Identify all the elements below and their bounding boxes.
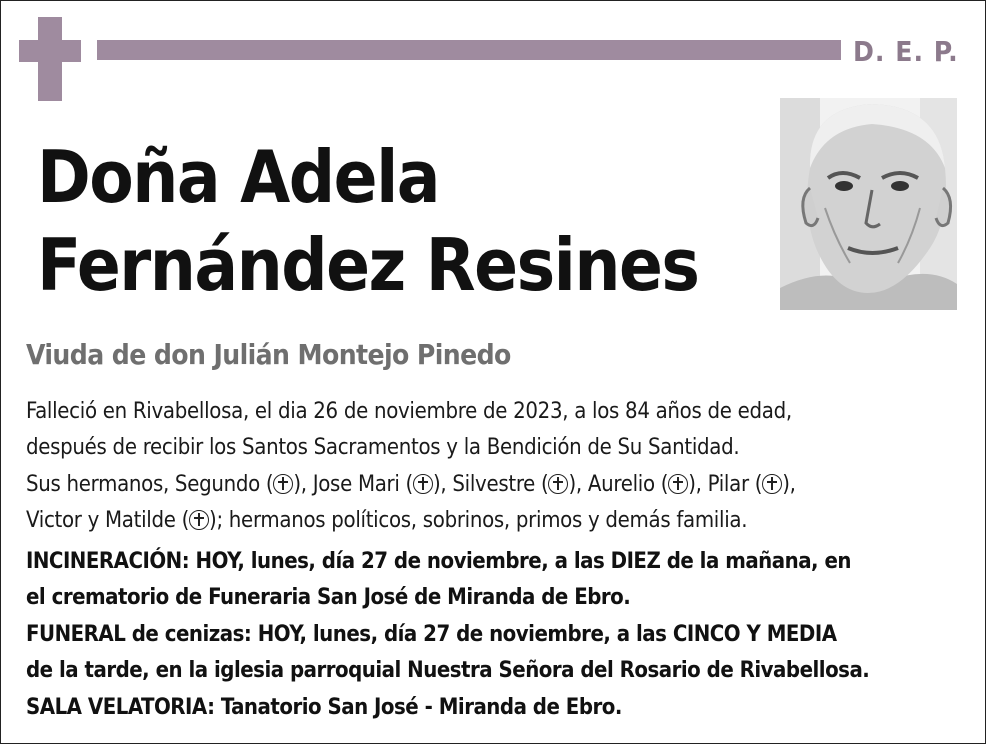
wake-room-notice (26, 690, 976, 726)
circled-cross-icon (762, 474, 782, 494)
deceased-name-line-2: Fernández Resines (37, 223, 699, 307)
death-announcement-line-2: después de recibir los Santos Sacramentos y la Bendición de Su Santidad. (26, 435, 740, 460)
circled-cross-icon (273, 474, 293, 494)
circled-cross-icon (189, 510, 209, 530)
cremation-notice-line-1: INCINERACIÓN: HOY, lunes, día 27 de noviembre, a las DIEZ de la mañana, en (26, 549, 851, 574)
funeral-notice (26, 617, 976, 689)
family-list-line-2: Victor y Matilde ( ); hermanos políticos, sobrinos, primos y demás familia. (26, 508, 748, 533)
portrait-photo (780, 98, 957, 310)
deceased-name-line-1: Doña Adela (37, 135, 439, 219)
death-announcement (26, 394, 976, 466)
header-rule (97, 40, 841, 60)
wake-room-notice-line-1: SALA VELATORIA: Tanatorio San José - Miranda de Ebro. (26, 695, 622, 720)
family-list (26, 467, 976, 539)
latin-cross-icon (19, 17, 81, 101)
circled-cross-icon (668, 474, 688, 494)
deceased-name (37, 133, 698, 309)
family-list-line-1: Sus hermanos, Segundo ( ), Jose Mari ( ), Silvestre ( ), Aurelio ( ), Pilar ( ), (26, 472, 796, 497)
circled-cross-icon (548, 474, 568, 494)
dep-label: D. E. P. (853, 35, 959, 68)
cremation-notice (26, 544, 976, 616)
circled-cross-icon (413, 474, 433, 494)
funeral-notice-line-1: FUNERAL de cenizas: HOY, lunes, día 27 de noviembre, a las CINCO Y MEDIA (26, 622, 837, 647)
widow-of-subtitle: Viuda de don Julián Montejo Pinedo (26, 338, 511, 371)
portrait-image (780, 98, 957, 310)
death-announcement-line-1: Falleció en Rivabellosa, el dia 26 de noviembre de 2023, a los 84 años de edad, (26, 399, 792, 424)
cremation-notice-line-2: el crematorio de Funeraria San José de Miranda de Ebro. (26, 585, 631, 610)
funeral-notice-line-2: de la tarde, en la iglesia parroquial Nuestra Señora del Rosario de Rivabellosa. (26, 658, 870, 683)
